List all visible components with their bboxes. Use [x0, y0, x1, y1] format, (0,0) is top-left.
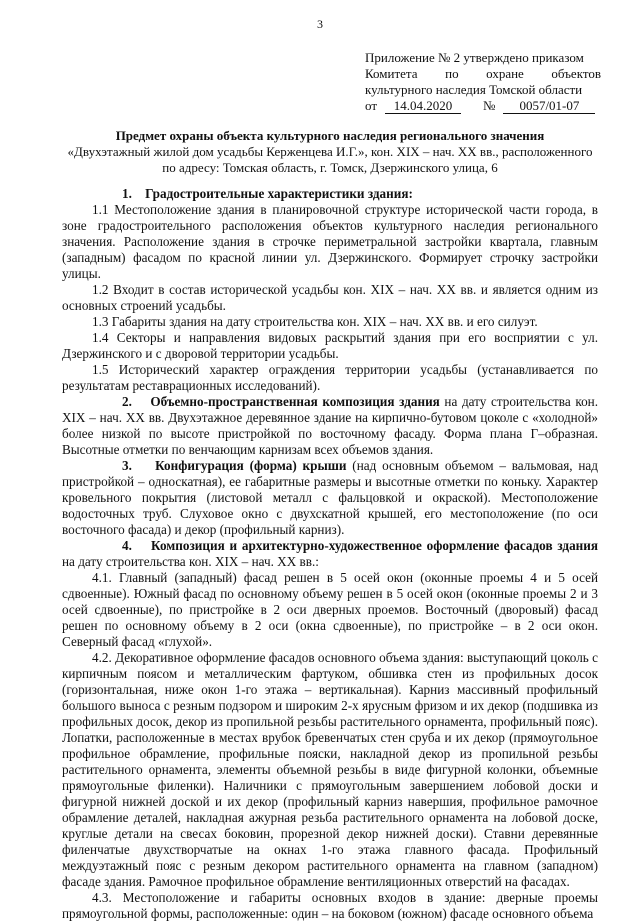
paragraph: [62, 394, 598, 458]
paragraph: [62, 458, 598, 538]
approval-line-4: [365, 98, 601, 114]
section-number: 3.: [122, 458, 132, 473]
paragraph: [62, 186, 598, 202]
section-heading: Объемно-пространственная композиция здания: [150, 394, 440, 409]
paragraph: [62, 650, 598, 890]
document-body: [62, 186, 598, 922]
paragraph-text: на дату строительства кон. XIX – нач. XX вв.:: [62, 554, 319, 569]
paragraph-text: 4.3. Местоположение и габариты основных входов в здание: дверные проемы прямоугольной формы, расположенные: один – на боковом (южном) фасаде основного объема: [62, 890, 598, 921]
paragraph: [62, 890, 598, 922]
title-subtitle: «Двухэтажный жилой дом усадьбы Керженцева И.Г.», кон. XIX – нач. XX вв., расположенного по адресу: Томская область, г. Томск, Дзержинского улица, 6: [67, 144, 593, 175]
paragraph-text: на дату строительства кон. XIX – нач. XX вв. Двухэтажное деревянное здание на кирпично-бутовом цоколе с «холодной» более низкой по высоте пристройкой по восточному фасаду. Форма плана Г–образная. Высотные отметки по венчающим карнизам всех объемов здания.: [62, 394, 599, 457]
paragraph: [62, 282, 598, 314]
paragraph-text: 1.3 Габариты здания на дату строительства кон. XIX – нач. XX вв. и его силуэт.: [92, 314, 538, 329]
paragraph-text: 1.2 Входит в состав исторической усадьбы кон. XIX – нач. XX вв. и является одним из основных строений усадьбы.: [62, 282, 598, 313]
section-number: 1.: [122, 186, 132, 201]
section-heading: Градостроительные характеристики здания:: [145, 186, 413, 201]
page-number: 3: [317, 17, 323, 31]
approval-date: 14.04.2020: [385, 99, 461, 114]
document-title: [62, 128, 598, 176]
paragraph: [62, 202, 598, 282]
paragraph: [62, 538, 598, 570]
paragraph: [62, 314, 598, 330]
section-heading: Композиция и архитектурно-художественное оформление фасадов здания: [151, 538, 599, 553]
paragraph: [62, 570, 598, 650]
approval-number: 0057/01-07: [503, 99, 595, 114]
approval-line-3: культурного наследия Томской области: [365, 82, 583, 97]
section-number: 2.: [122, 394, 132, 409]
paragraph-text: 4.2. Декоративное оформление фасадов основного объема здания: выступающий цоколь с кирпичным поясом и металлическим фартуком, обшивка стен из профильных досок (горизонтальная, ниже окон 1-го этажа – вертикальная). Карниз массивный профильный большого выноса с резным подзором и широким 2-х ярусным фризом и их декор (подшивка из профильных досок, декор из пропильной резьбы растительного орнамента, профильный пояс). Лопатки, расположенные в местах врубок бревенчатых стен сруба и их декор (прямоугольное профильное обрамление, профильные пояски, накладной декор из пропильной резьбы растительного орнамента, элементы объемной резьбы в виде фигурной колонки, объемные прямоугольные филенки). Наличники с прямоугольным завершением лобовой доски и фигурной нижней доской и их декор (профильный карниз навершия, профильное рамочное обрамление деталей, накладная ажурная резьба растительного орнамента на лобовой доске, круглые детали на свесах боковин, прорезной декор нижней доски). Ставни деревянные филенчатые двухстворчатые на окнах 1-го этажа главного фасада. Профильный междуэтажный пояс с резным декором растительного орнамента на главном (западном) фасаде здания. Рамочное профильное обрамление вентиляционных отверстий на фасадах.: [62, 650, 598, 889]
approval-line-2: Комитета по охране объектов: [365, 66, 601, 81]
approval-line-1: Приложение № 2 утверждено приказом: [365, 50, 584, 65]
paragraph-text: 4.1. Главный (западный) фасад решен в 5 осей окон (оконные проемы 4 и 5 осей сдвоенные). Южный фасад по основному объему решен в 5 осей окон (оконные проемы 2 и 3 осей сдвоенные), по пристройке в 2 оси дверных проемов. Восточный (дворовый) фасад решен по основному объему в 2 оси (окна сдвоенные), по пристройке – в 2 оси окон. Северный фасад «глухой».: [62, 570, 598, 649]
paragraph-text: 1.5 Исторический характер ограждения территории усадьбы (устанавливается по результатам реставрационных исследований).: [62, 362, 598, 393]
title-heading: Предмет охраны объекта культурного наследия регионального значения: [115, 128, 545, 143]
approval-number-label: №: [483, 98, 496, 113]
section-number: 4.: [122, 538, 132, 553]
paragraph-text: 1.4 Секторы и направления видовых раскрытий здания при его восприятии с ул. Дзержинского и с дворовой территории усадьбы.: [62, 330, 598, 361]
paragraph: [62, 362, 598, 394]
paragraph-text: 1.1 Местоположение здания в планировочной структуре исторической части города, в зоне градостроительного расположения объектов культурного наследия регионального значения. Расположение здания в строчке периметральной застройки квартала, главным (западным) фасадом по красной линии ул. Дзержинского. Формирует строчку застройки улицы.: [62, 202, 598, 281]
approval-block: [365, 50, 601, 114]
paragraph-text: (над основным объемом – вальмовая, над пристройкой – односкатная), ее габаритные размеры и высотные отметки по коньку. Характер кровельного покрытия (листовой металл с фальцовкой и окраской). Местоположение водосточных труб. Слуховое окно с двухскатной крышей, его местоположение (по оси восточного фасада) и декор (профильный карниз).: [62, 458, 598, 537]
section-heading: Конфигурация (форма) крыши: [155, 458, 347, 473]
paragraph: [62, 330, 598, 362]
approval-from-label: от: [365, 98, 378, 113]
